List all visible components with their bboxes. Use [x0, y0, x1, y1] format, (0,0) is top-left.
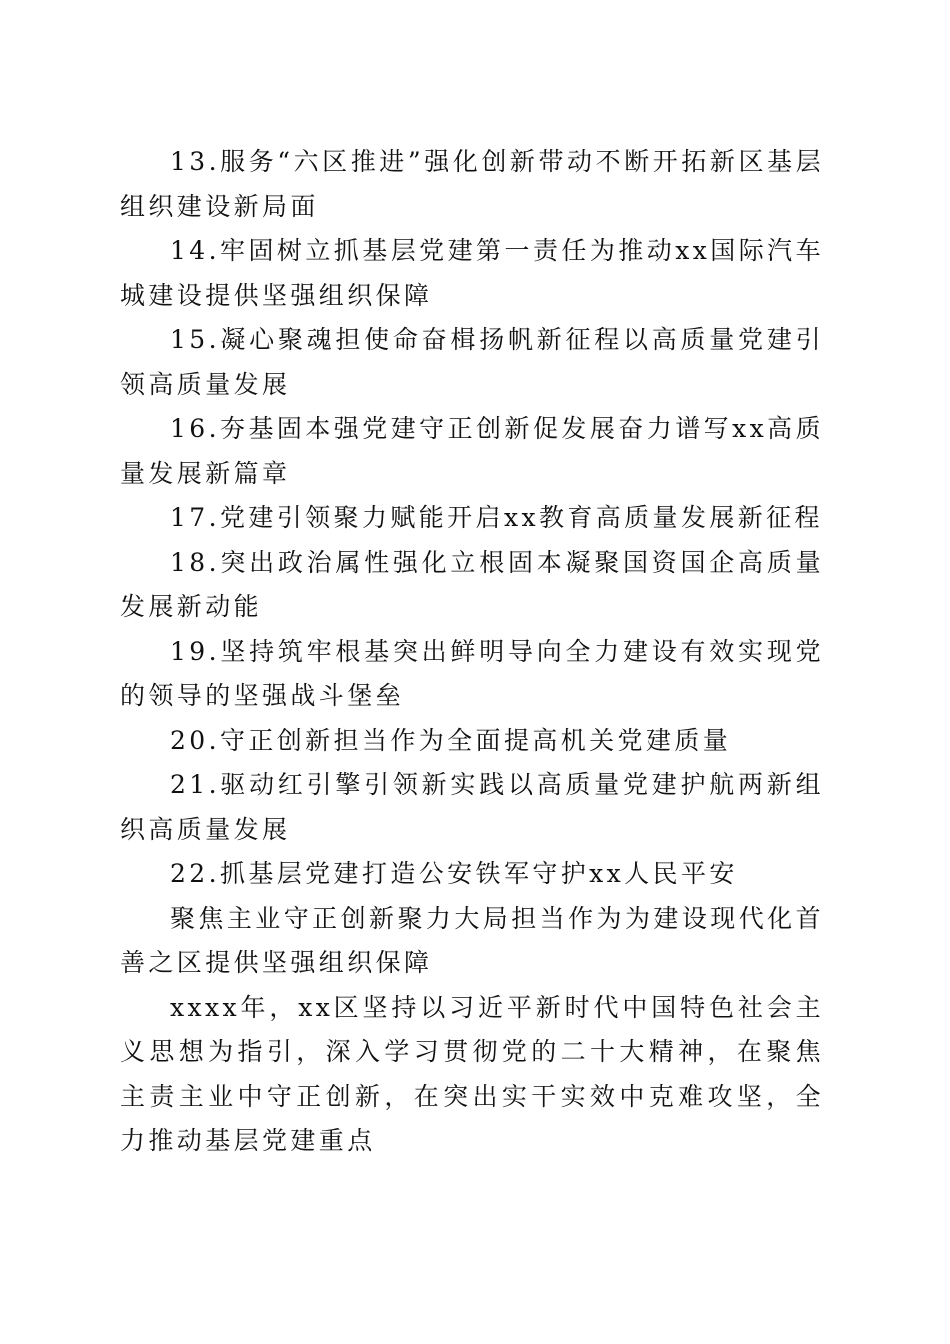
paragraph-item-15: 15.凝心聚魂担使命奋楫扬帆新征程以高质量党建引领高质量发展 [120, 325, 824, 399]
section-heading: 聚焦主业守正创新聚力大局担当作为为建设现代化首善之区提供坚强组织保障 [120, 903, 824, 977]
paragraph-item-22: 22.抓基层党建打造公安铁军守护xx人民平安 [170, 859, 738, 888]
paragraph-item-17: 17.党建引领聚力赋能开启xx教育高质量发展新征程 [170, 503, 823, 532]
paragraph-item-14: 14.牢固树立抓基层党建第一责任为推动xx国际汽车城建设提供坚强组织保障 [120, 236, 824, 310]
paragraph-item-13: 13.服务“六区推进”强化创新带动不断开拓新区基层组织建设新局面 [120, 147, 824, 221]
paragraph-item-21: 21.驱动红引擎引领新实践以高质量党建护航两新组织高质量发展 [120, 770, 824, 844]
paragraph-item-20: 20.守正创新担当作为全面提高机关党建质量 [170, 725, 732, 755]
paragraph-item-19: 19.坚持筑牢根基突出鲜明导向全力建设有效实现党的领导的坚强战斗堡垒 [120, 636, 824, 710]
body-paragraph: xxxx年，xx区坚持以习近平新时代中国特色社会主义思想为指引，深入学习贯彻党的二十大精神，在聚焦主责主业中守正创新，在突出实干实效中克难攻坚，全力推动基层党建重点 [120, 992, 824, 1155]
paragraph-item-16: 16.夯基固本强党建守正创新促发展奋力谱写xx高质量发展新篇章 [120, 414, 824, 488]
document-body [120, 140, 824, 1164]
paragraph-item-18: 18.突出政治属性强化立根固本凝聚国资国企高质量发展新动能 [120, 547, 824, 621]
